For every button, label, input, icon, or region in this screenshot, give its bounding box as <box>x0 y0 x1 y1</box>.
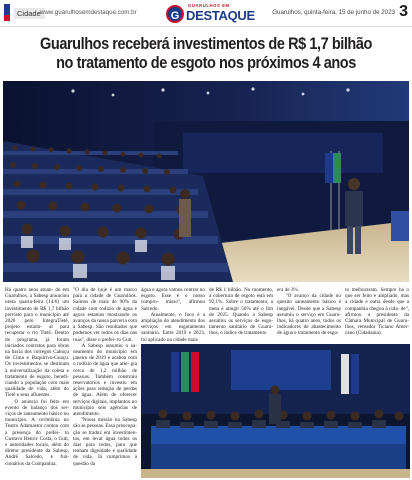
website-url[interactable]: www.guarulhosemdestaque.com.br <box>40 9 137 16</box>
issue-date: Guarulhos, quinta-feira, 15 de junho de 2023 <box>272 9 395 16</box>
logo-subtitle: GUARULHOS EM <box>188 3 230 8</box>
article-column-3: água e agora vamos centrar no esgoto. Esse é o nosso compro- misso", afirmou Salcedo. Atualmente, o foco é a ampliação do atendimento dos serviços em esgotamento sanitário. Entre 2019 e 2023, foi aplicado na cidade mais <box>141 287 205 343</box>
article-headline <box>0 35 412 73</box>
second-photo <box>141 344 410 478</box>
panel-photo-illustration <box>141 344 410 478</box>
auditorium-photo-illustration <box>3 81 409 282</box>
article-column-2: "O dia de hoje é um marco para a cidade de Guarulhos. Saímos de mais de 90% da cidade com rodízio de água e agora estamos mostrando os avanços da nossa parceria com a Sabesp. São resultados que podemos ver todos os dias nas ruas", disse o prefei- to Guti. A Sabesp assumiu o sa- neamento do município em janeiro de 2019 e acabou com o rodízio de água que atin- gia cerca de 1,2 milhão de pessoas. Também construiu reservatórios e investiu em ações para redução de perdas de água. Além de oferecer serviços digitais, implantou no município seis agências de atendimento. "Nossa missão na Sabesp são as pessoas. Essa preocupa- ção se traduz em investimen- tos, em levar água todos os dias para todos, para que tenham dignidade e qualidade de vida. Já cumprimos a questão da <box>73 287 137 467</box>
article-column-6: to melhoraram. Sempre há o que ser feito e ampliado, mas a cidade é outra desde que a companhia chegou à cida- de", afirmou o presidente da Câmara Municipal de Guaru- lhos, vereador Ticiano Amer- cano (Cidadania). <box>345 287 411 337</box>
logo-title: DESTAQUE <box>186 8 255 23</box>
page-header <box>0 0 412 27</box>
page-number: 3 <box>399 3 408 20</box>
logo-mark-icon: G <box>166 5 184 23</box>
headline-line-2: no tratamento de esgoto nos próximos 4 anos <box>56 54 356 72</box>
newspaper-logo <box>166 3 255 24</box>
headline-line-1: Guarulhos receberá investimentos de R$ 1,7 bilhão <box>40 35 372 53</box>
location-pin-icon <box>3 4 11 21</box>
article-column-4: de R$ 1 bilhão. No momento, a cobertura de esgoto está em 92,1%. Sobre o tratamento, a meta é atingir 50% até o fim de 2025. Quando a Sabesp assumiu os serviços de esgo- tamento sanitário de Guaru- lhos, o índice de tratamento <box>209 287 275 337</box>
article-column-5: era de 3%. "O avanço da cidade no quesito saneamento básico é inegável. Desde que a Sabesp assumiu o serviço em Guaru- lhos, há quatro anos, todos os indicadores de abastecimento de água e tratamento de esgo- <box>277 287 341 337</box>
main-photo <box>3 81 409 282</box>
article-column-1: Há quatro anos atuan- do em Guarulhos, a Sabesp anunciou nesta quarta-feira (14/6) um investimento de R$ 1,7 bilhão previsto para o município até 2026 pelo IntegraTietê, projeto estadu- al para recuperar o rio Tietê. Dentro do programa, já foram iniciados contratos para obras na bacia dos córregos Cabuçu de Cima e Baquirivu-Guaçu. Os investimentos se destinam à universalização da coleta e tratamento de esgoto, benefi- ciando a população com mais qualidade de vida, além do Tietê e seus afluentes. O anúncio foi feito em evento de balanço dos ser- viços de saneamento básico no município. A cerimônia no Teatro Adamastor contou com a presença do prefei- to Gustavo Henric Costa, o Guti, e autoridades locais, além do diretor presidente da Sabesp, André Salcedo, e fun- cionários da Companhia. <box>5 287 70 467</box>
section-label: Cidade <box>14 8 45 19</box>
